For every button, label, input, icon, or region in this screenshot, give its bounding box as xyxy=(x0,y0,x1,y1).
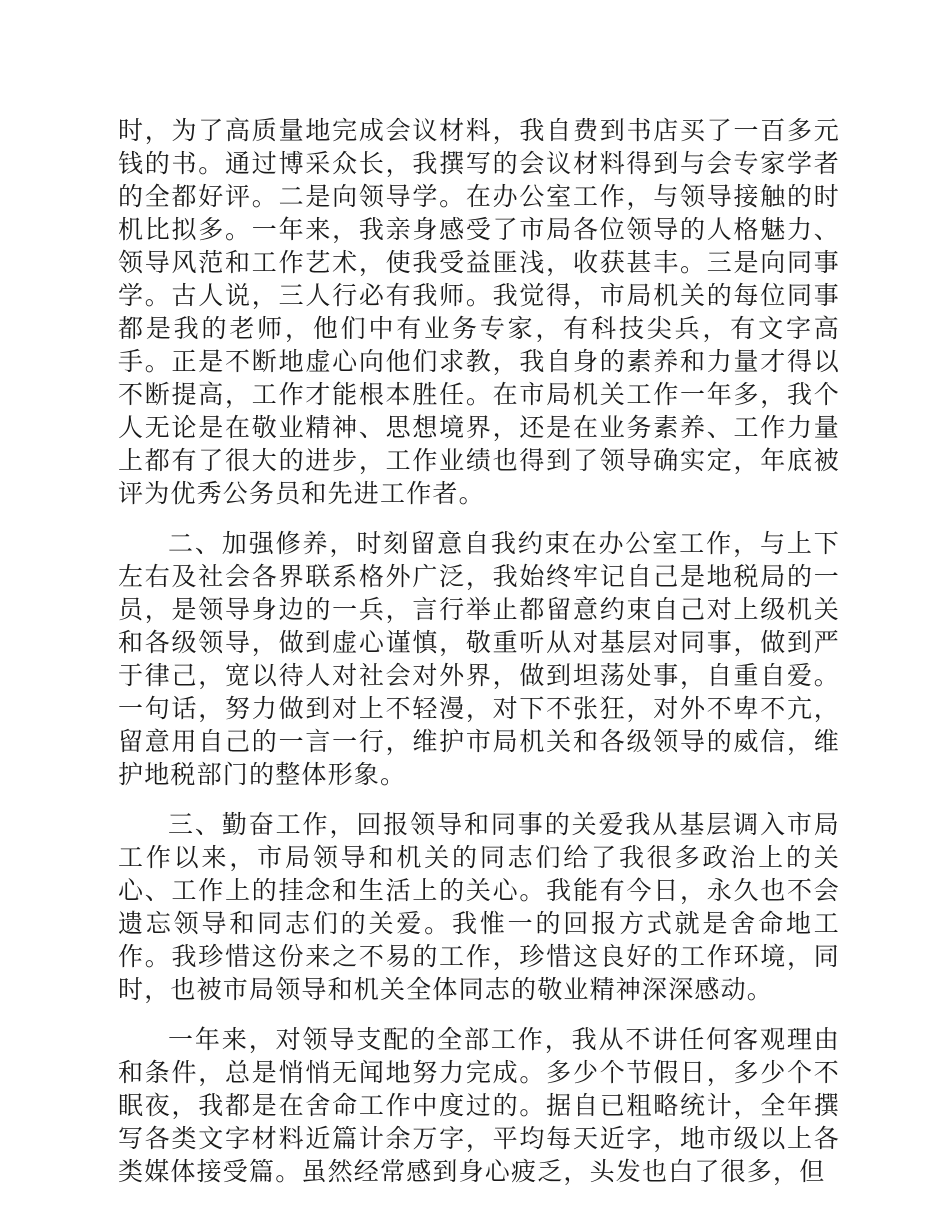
document-body xyxy=(118,114,840,1205)
paragraph-section-three: 三、勤奋工作，回报领导和同事的关爱我从基层调入市局工作以来，市局领导和机关的同志们给了我很多政治上的关心、工作上的挂念和生活上的关心。我能有今日，永久也不会遗忘领导和同志们的关爱。我惟一的回报方式就是舍命地工作。我珍惜这份来之不易的工作，珍惜这良好的工作环境，同时，也被市局领导和机关全体同志的敬业精神深深感动。 xyxy=(118,810,840,1004)
paragraph-year-review: 一年来，对领导支配的全部工作，我从不讲任何客观理由和条件，总是悄悄无闻地努力完成。多少个节假日，多少个不眠夜，我都是在舍命工作中度过的。据自已粗略统计，全年撰写各类文字材料近篇计余万字，平均每天近字，地市级以上各类媒体接受篇。虽然经常感到身心疲乏，头发也白了很多，但 xyxy=(118,1025,840,1186)
paragraph-section-two: 二、加强修养，时刻留意自我约束在办公室工作，与上下左右及社会各界联系格外广泛，我始终牢记自己是地税局的一员，是领导身边的一兵，言行举止都留意约束自己对上级机关和各级领导，做到虚心谨慎，敬重听从对基层对同事，做到严于律己，宽以待人对社会对外界，做到坦荡处事，自重自爱。一句话，努力做到对上不轻漫，对下不张狂，对外不卑不亢，留意用自己的一言一行，维护市局机关和各级领导的威信，维护地税部门的整体形象。 xyxy=(118,529,840,789)
paragraph-continued: 时，为了高质量地完成会议材料，我自费到书店买了一百多元钱的书。通过博采众长，我撰写的会议材料得到与会专家学者的全都好评。二是向领导学。在办公室工作，与领导接触的时机比拟多。一年来，我亲身感受了市局各位领导的人格魅力、领导风范和工作艺术，使我受益匪浅，收获甚丰。三是向同事学。古人说，三人行必有我师。我觉得，市局机关的每位同事都是我的老师，他们中有业务专家，有科技尖兵，有文字高手。正是不断地虚心向他们求教，我自身的素养和力量才得以不断提高，工作才能根本胜任。在市局机关工作一年多，我个人无论是在敬业精神、思想境界，还是在业务素养、工作力量上都有了很大的进步，工作业绩也得到了领导确实定，年底被评为优秀公务员和先进工作者。 xyxy=(118,116,840,508)
